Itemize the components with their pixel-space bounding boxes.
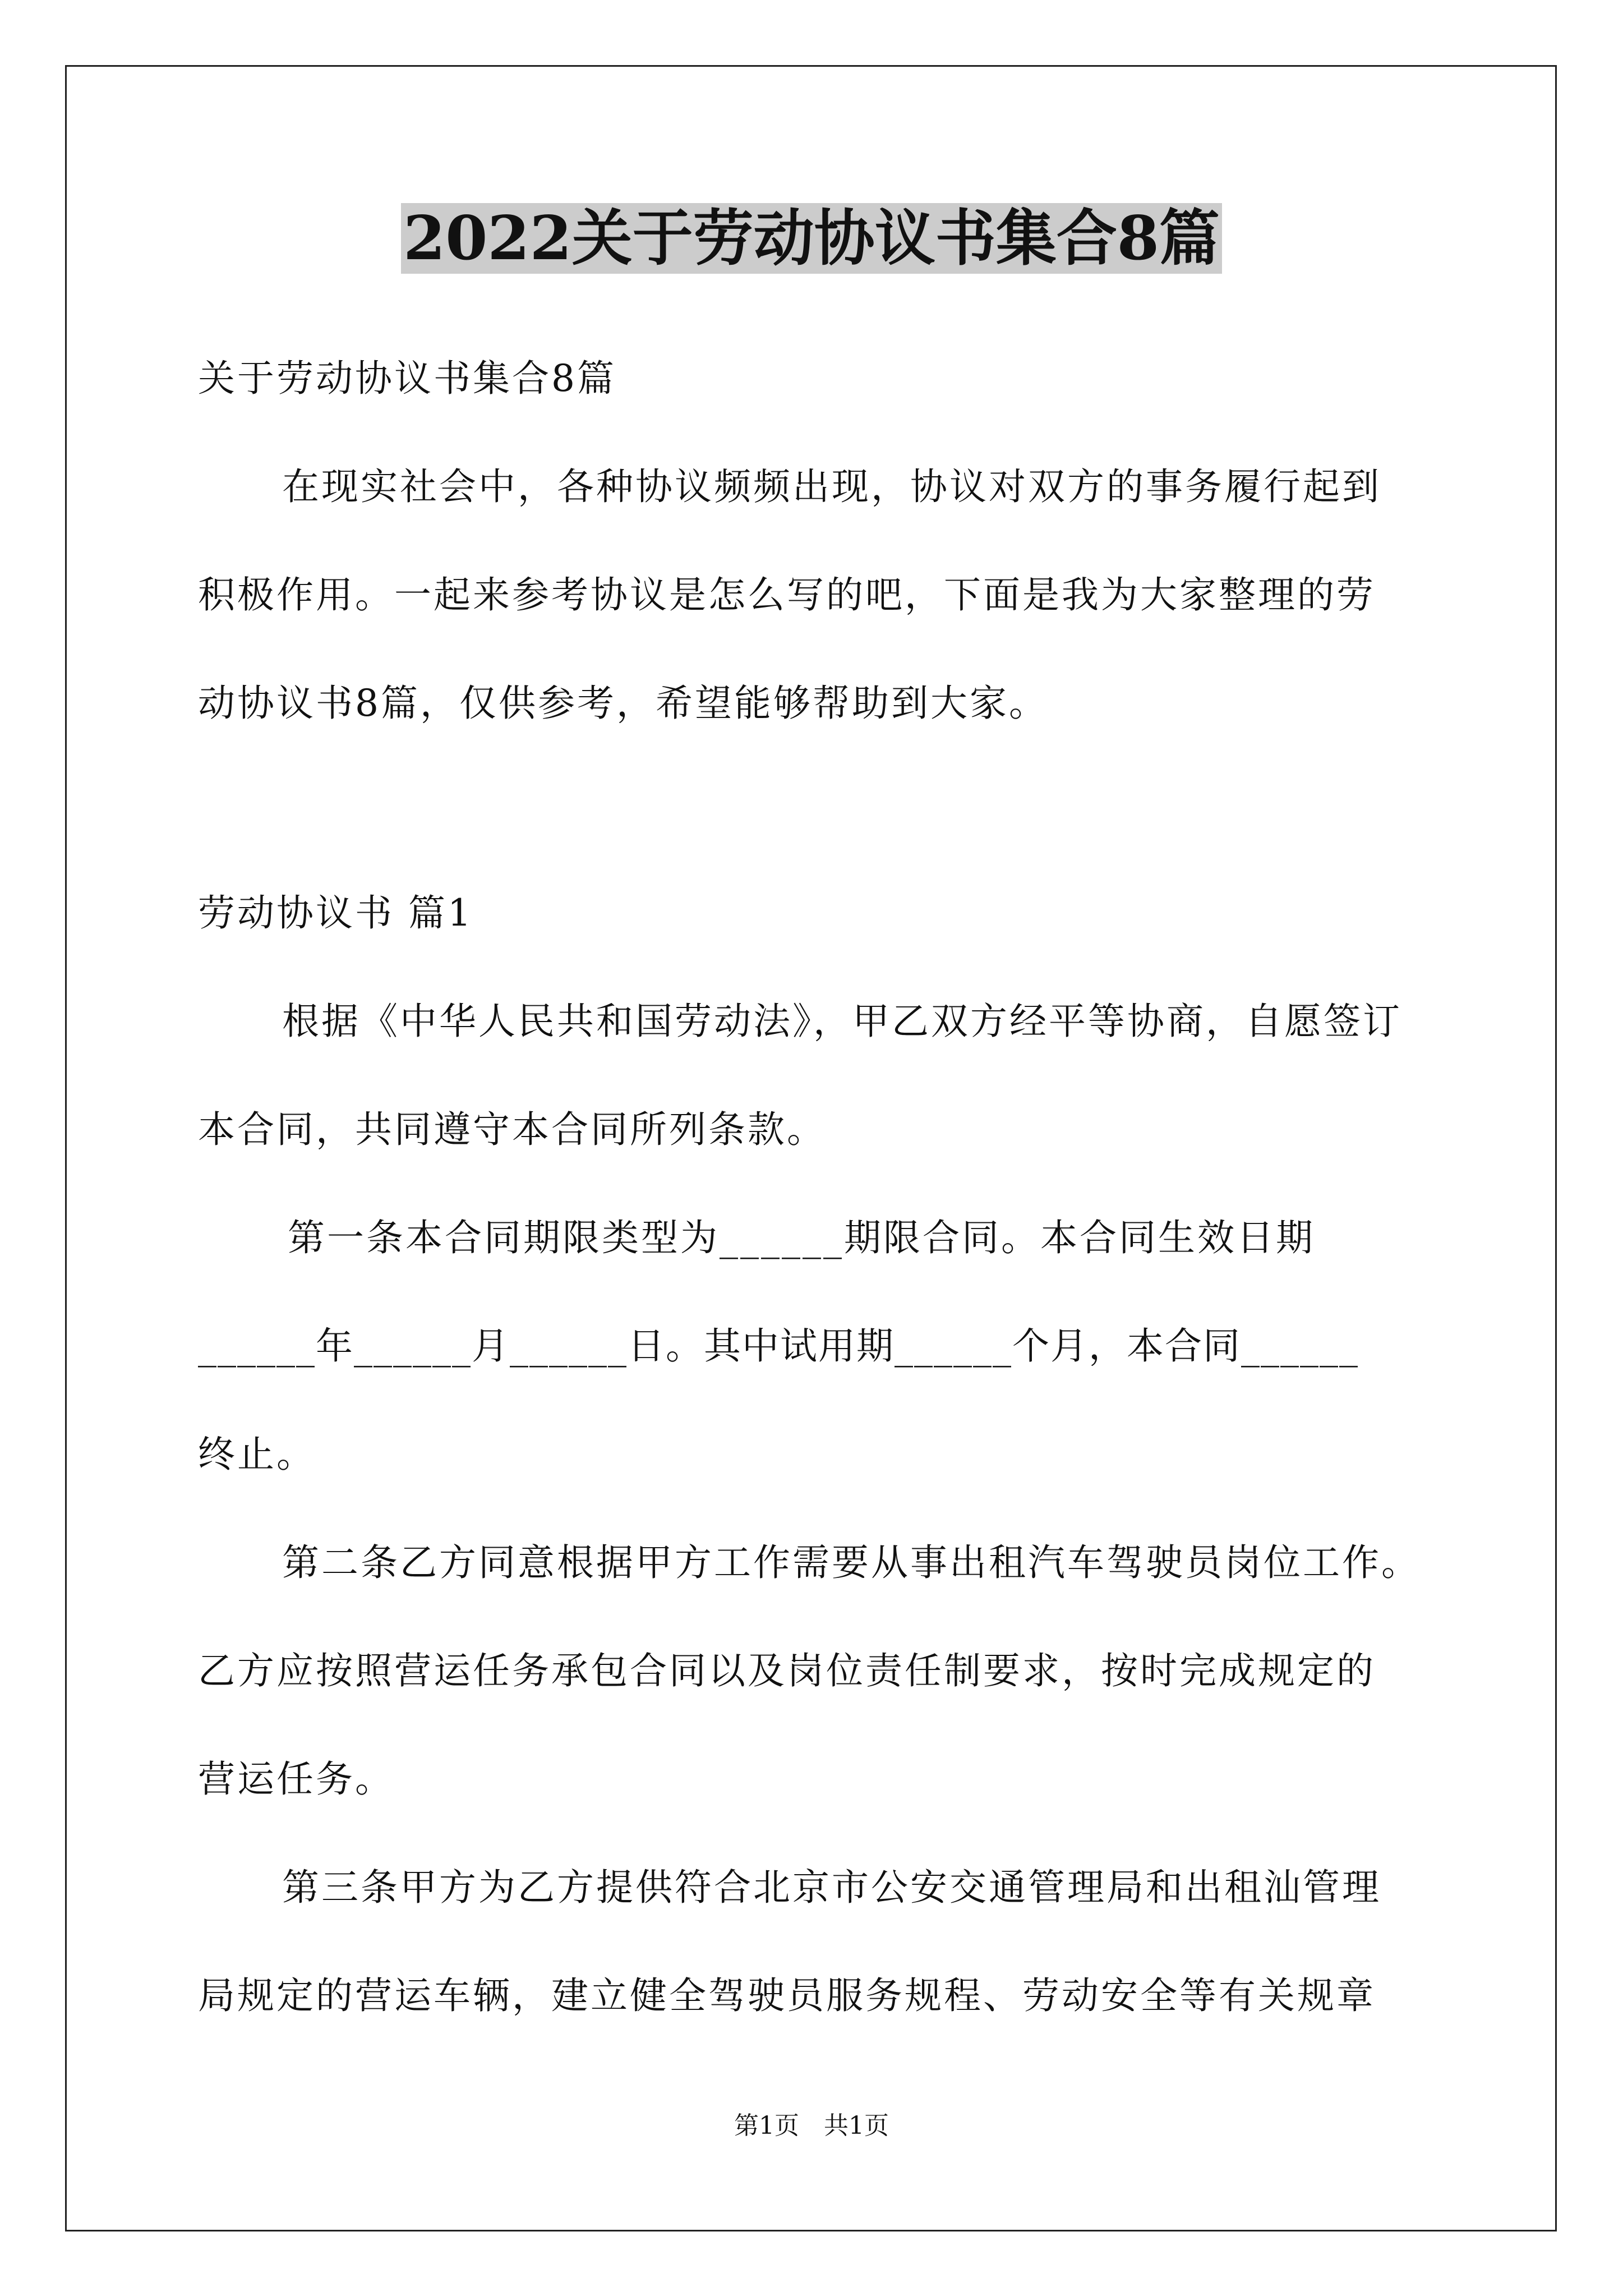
intro-line-3: 动协议书8篇，仅供参考，希望能够帮助到大家。	[198, 682, 1048, 725]
page-footer: 第1页 共1页	[734, 2111, 889, 2140]
article3-line-2: 局规定的营运车辆，建立健全驾驶员服务规程、劳动安全等有关规章	[198, 1974, 1376, 2017]
document-title	[0, 196, 1623, 280]
article3-line-1: 第三条甲方为乙方提供符合北京市公安交通管理局和出租汕管理	[282, 1866, 1381, 1909]
article1-line-1: 第一条本合同期限类型为______期限合同。本合同生效日期	[288, 1216, 1315, 1259]
article2-line-3: 营运任务。	[198, 1757, 394, 1801]
article1-line-2: ______年______月______日。其中试用期______个月，本合同______	[198, 1324, 1359, 1368]
intro-line-2: 积极作用。一起来参考协议是怎么写的吧，下面是我为大家整理的劳	[198, 573, 1376, 616]
para1-line-2: 本合同，共同遵守本合同所列条款。	[198, 1108, 826, 1151]
article1-line-3: 终止。	[198, 1433, 316, 1476]
document-subtitle: 关于劳动协议书集合8篇	[198, 357, 616, 400]
para1-line-1: 根据《中华人民共和国劳动法》，甲乙双方经平等协商，自愿签订	[282, 1000, 1402, 1043]
article2-line-2: 乙方应按照营运任务承包合同以及岗位责任制要求，按时完成规定的	[198, 1649, 1376, 1692]
section-heading: 劳动协议书 篇1	[198, 891, 473, 935]
article2-line-1: 第二条乙方同意根据甲方工作需要从事出租汽车驾驶员岗位工作。	[282, 1541, 1421, 1584]
intro-line-1: 在现实社会中，各种协议频频出现，协议对双方的事务履行起到	[282, 465, 1381, 508]
document-title-text: 2022关于劳动协议书集合8篇	[401, 203, 1222, 274]
